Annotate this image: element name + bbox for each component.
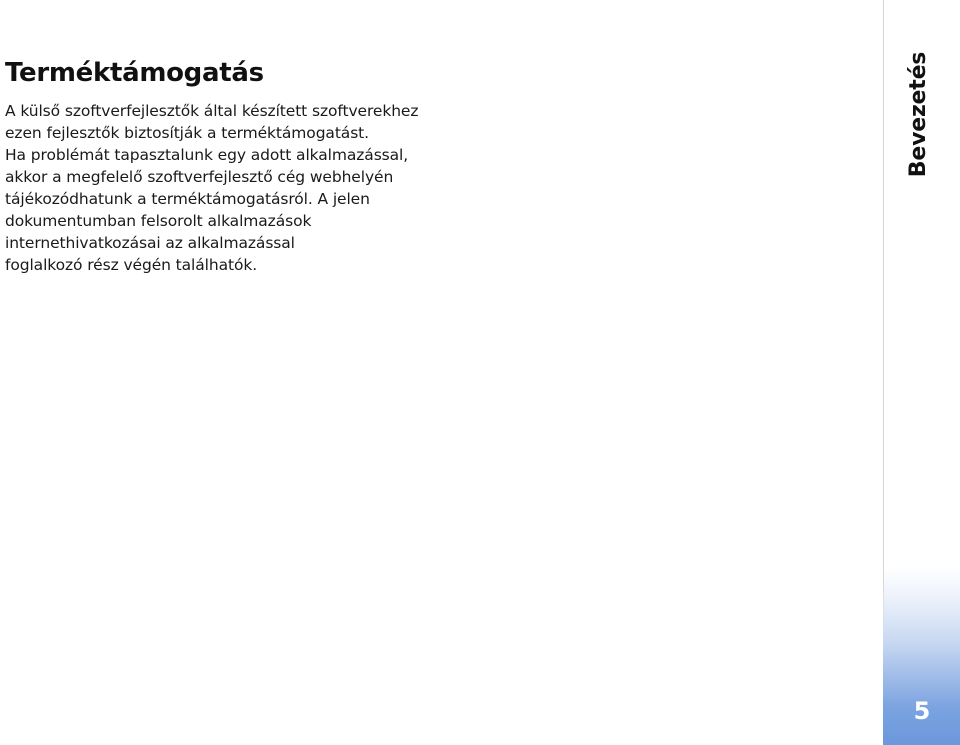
chapter-title-text: Bevezetés: [906, 51, 932, 177]
paragraph-line: A külső szoftverfejlesztők által készített szoftverekhez: [5, 102, 419, 120]
page-number: 5: [913, 697, 931, 725]
chapter-title: [889, 51, 949, 177]
paragraph-line: internethivatkozásai az alkalmazással: [5, 234, 295, 252]
paragraph-line: Ha problémát tapasztalunk egy adott alkalmazással,: [5, 146, 409, 164]
section-heading: Terméktámogatás: [5, 58, 264, 88]
page-content: [5, 56, 865, 276]
paragraph-line: foglalkozó rész végén találhatók.: [5, 256, 258, 274]
side-panel-divider: [883, 0, 884, 745]
paragraph-line: tájékozódhatunk a terméktámogatásról. A jelen: [5, 190, 370, 208]
section-paragraph: [5, 100, 865, 276]
paragraph-line: dokumentumban felsorolt alkalmazások: [5, 212, 312, 230]
paragraph-line: akkor a megfelelő szoftverfejlesztő cég webhelyén: [5, 168, 394, 186]
paragraph-line: ezen fejlesztők biztosítják a terméktámogatást.: [5, 124, 369, 142]
